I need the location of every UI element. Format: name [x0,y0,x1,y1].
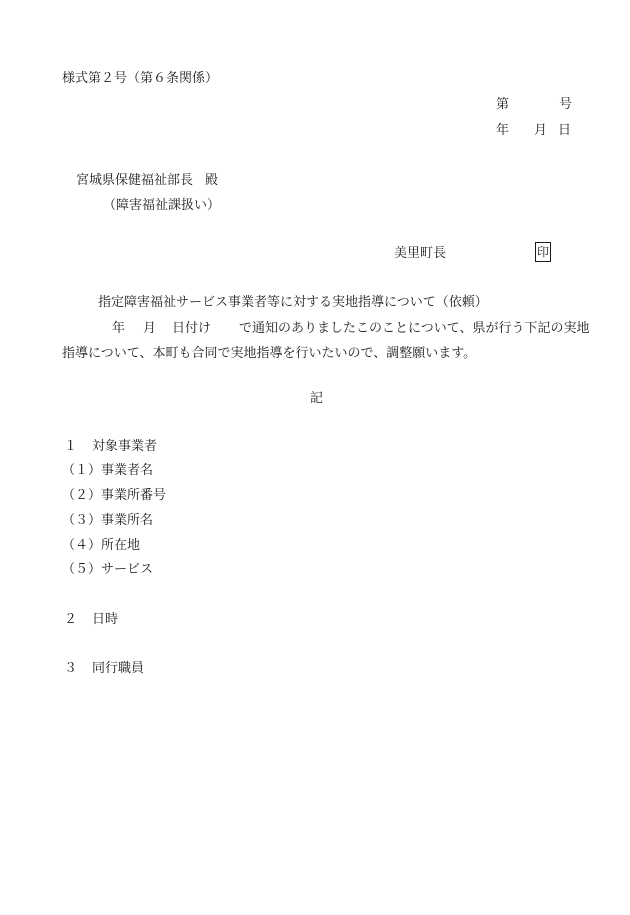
body-line1-text: で通知のありましたこのことについて、県が行う下記の実地 [239,321,590,336]
addressee-honorific: 殿 [205,173,219,188]
body-day-ref: 日付け [172,321,212,336]
date-month: 月 [534,123,548,138]
body-line-1 [112,322,590,335]
addressee-handler: （障害福祉課扱い） [103,198,221,213]
number-suffix: 号 [558,97,572,112]
body-line-2: 指導について、本町も合同で実地指導を行いたいので、調整願います。 [62,346,477,361]
subject-line: 指定障害福祉サービス事業者等に対する実地指導について（依頼） [98,295,488,310]
item-number: １ [64,439,78,454]
item-label: 同行職員 [92,661,145,676]
item-3 [64,662,144,675]
subitem: （５）サービス [62,562,154,577]
body-month: 月 [143,321,157,336]
item-1 [64,440,157,453]
item-label: 日時 [92,612,119,627]
seal-text: 印 [536,245,549,259]
subitem: （３）事業所名 [62,513,154,528]
addressee-name: 宮城県保健福祉部長 [76,173,194,188]
date-year: 年 [496,123,510,138]
date-day: 日 [558,123,572,138]
subitem: （４）所在地 [62,538,141,553]
item-label: 対象事業者 [92,439,158,454]
item-2 [64,613,118,626]
item-number: ３ [64,661,78,676]
subitem: （２）事業所番号 [62,488,167,503]
addressee [76,174,218,187]
subitem: （１）事業者名 [62,463,154,478]
ki-heading: 記 [310,391,324,406]
form-id: 様式第２号（第６条関係） [62,71,219,86]
body-year: 年 [112,321,126,336]
seal-mark [535,242,551,262]
sender-name: 美里町長 [394,246,447,261]
number-prefix: 第 [496,97,510,112]
item-number: ２ [64,612,78,627]
